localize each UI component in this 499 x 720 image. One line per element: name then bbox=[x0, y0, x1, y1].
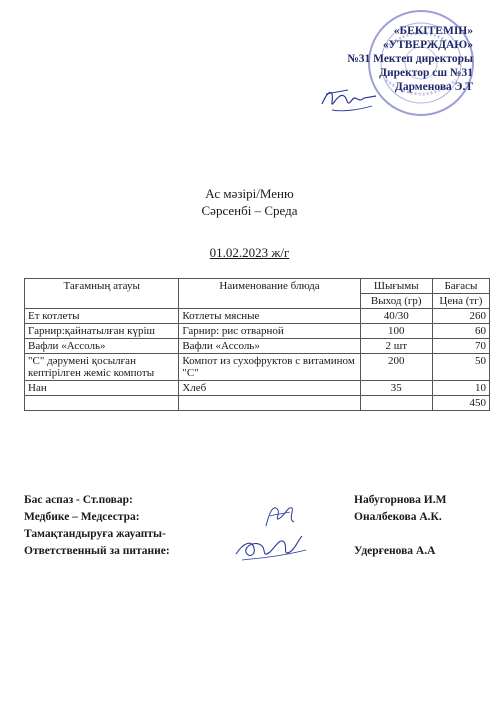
table-total-row bbox=[25, 396, 490, 411]
nurse-label: Медбике – Медсестра: bbox=[24, 511, 140, 523]
dish-name-kz: Нан bbox=[25, 381, 179, 396]
dish-yield: 2 шт bbox=[360, 339, 432, 354]
dish-name-ru: Гарнир: рис отварной bbox=[179, 324, 360, 339]
approval-school-ru: Директор сш №31 bbox=[379, 67, 473, 79]
director-signature-icon bbox=[318, 82, 378, 116]
table-row bbox=[25, 381, 490, 396]
menu-date: 01.02.2023 ж/г bbox=[209, 245, 290, 260]
header-yield-kz: Шығымы bbox=[360, 279, 432, 294]
cook-row bbox=[24, 492, 494, 509]
cook-name: Набугорнова И.М bbox=[354, 494, 447, 506]
total-price: 450 bbox=[432, 396, 489, 411]
dish-name-ru: Котлеты мясные bbox=[179, 309, 360, 324]
empty-cell bbox=[25, 396, 179, 411]
approval-line-kz: «БЕКІТЕМІН» bbox=[393, 25, 473, 37]
nurse-name: Оналбекова А.К. bbox=[354, 511, 442, 523]
dish-price: 10 bbox=[432, 381, 489, 396]
header-price-kz: Бағасы bbox=[432, 279, 489, 294]
nurse-row bbox=[24, 509, 494, 526]
dish-yield: 100 bbox=[360, 324, 432, 339]
responsible-signature-icon bbox=[232, 528, 312, 566]
table-row bbox=[25, 309, 490, 324]
dish-yield: 40/30 bbox=[360, 309, 432, 324]
dish-yield: 35 bbox=[360, 381, 432, 396]
cook-label: Бас аспаз - Ст.повар: bbox=[24, 494, 133, 506]
responsible-label-ru: Ответственный за питание: bbox=[24, 545, 170, 557]
dish-price: 260 bbox=[432, 309, 489, 324]
table-header-row bbox=[25, 279, 490, 294]
table-row bbox=[25, 339, 490, 354]
empty-cell bbox=[179, 396, 360, 411]
responsible-label-kz: Тамақтандыруға жауапты- bbox=[24, 528, 166, 540]
header-yield-ru: Выход (гр) bbox=[360, 294, 432, 309]
approval-director-name: Дарменова Э.Т bbox=[394, 81, 473, 93]
menu-table bbox=[24, 278, 490, 411]
dish-name-ru: Компот из сухофруктов с витамином "С" bbox=[179, 354, 360, 381]
dish-name-ru: Вафли «Ассоль» bbox=[179, 339, 360, 354]
dish-name-kz: Ет котлеты bbox=[25, 309, 179, 324]
header-name-ru: Наименование блюда bbox=[179, 279, 360, 309]
dish-price: 50 bbox=[432, 354, 489, 381]
dish-name-kz: Гарнир:қайнатылған күріш bbox=[25, 324, 179, 339]
menu-title: Ас мәзірі/Меню bbox=[205, 186, 294, 201]
dish-yield: 200 bbox=[360, 354, 432, 381]
empty-cell bbox=[360, 396, 432, 411]
responsible-name: Удерғенова А.А bbox=[354, 545, 436, 557]
approval-school-kz: №31 Мектеп директоры bbox=[347, 53, 473, 65]
table-row bbox=[25, 324, 490, 339]
table-row bbox=[25, 354, 490, 381]
header-name-kz: Тағамның атауы bbox=[25, 279, 179, 309]
approval-line-ru: «УТВЕРЖДАЮ» bbox=[382, 39, 473, 51]
dish-price: 70 bbox=[432, 339, 489, 354]
dish-price: 60 bbox=[432, 324, 489, 339]
dish-name-ru: Хлеб bbox=[179, 381, 360, 396]
dish-name-kz: "С" дәрумені қосылған кептірілген жеміс компоты bbox=[25, 354, 179, 381]
dish-name-kz: Вафли «Ассоль» bbox=[25, 339, 179, 354]
header-price-ru: Цена (тг) bbox=[432, 294, 489, 309]
menu-day: Сәрсенбі – Среда bbox=[201, 203, 298, 218]
